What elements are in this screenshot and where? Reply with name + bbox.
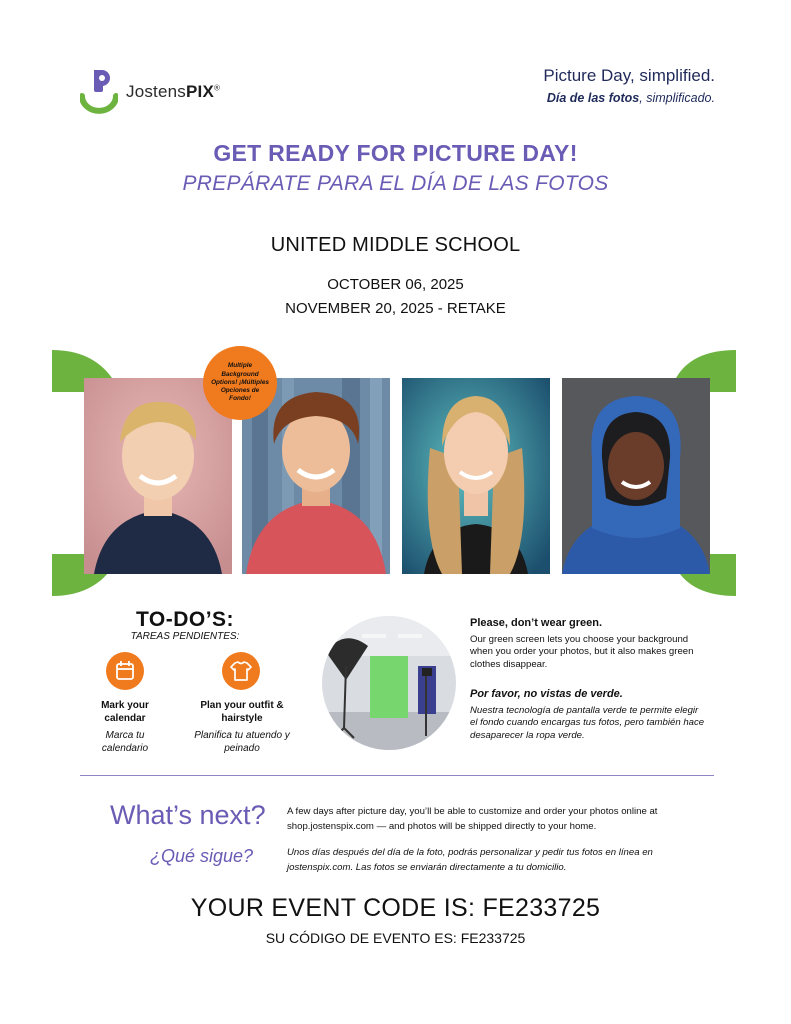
section-divider (80, 775, 714, 776)
todo-item-outfit-label: Plan your outfit & hairstyle (200, 700, 284, 724)
tagline (543, 66, 715, 105)
whats-next-body: A few days after picture day, you’ll be able to customize and order your photos online at shop.jostenspix.com — and photos will be shipped directly to your home. (287, 806, 658, 832)
whats-next-title-es: ¿Qué sigue? (150, 846, 254, 866)
todo-title: TO-DO’S: (135, 608, 235, 631)
logo-wordmark: JostensPIX® (126, 82, 221, 101)
whats-next-title: What’s next? (110, 800, 266, 830)
green-warning-body: Our green screen lets you choose your background when you order your photos, but it also makes green clothes disappear. (470, 634, 694, 670)
event-code-es: SU CÓDIGO DE EVENTO ES: FE233725 (265, 930, 526, 946)
tagline-en: Picture Day, simplified. (543, 66, 715, 85)
jostenspix-logo (80, 68, 270, 120)
todo-item-outfit-label-es: Planifica tu atuendo y peinado (194, 730, 290, 754)
green-warning-heading-es: Por favor, no vistas de verde. (470, 688, 623, 700)
tshirt-icon (222, 652, 260, 690)
green-warning-heading: Please, don’t wear green. (470, 617, 603, 629)
green-screen-studio-photo (322, 616, 456, 750)
tagline-es: Día de las fotos, simplificado. (546, 91, 715, 105)
jostenspix-logo-icon (80, 68, 118, 116)
background-options-badge: Multiple Background Options! ¡Múltiples Opciones de Fondo! (203, 346, 277, 420)
student-photo-3 (402, 378, 550, 574)
page-title-es: PREPÁRATE PARA EL DÍA DE LAS FOTOS (182, 172, 609, 195)
todo-subtitle: TAREAS PENDIENTES: (130, 631, 240, 642)
student-photo-1 (84, 378, 232, 574)
school-name: UNITED MIDDLE SCHOOL (270, 234, 521, 256)
event-code: YOUR EVENT CODE IS: FE233725 (190, 894, 601, 922)
todo-item-calendar-label-es: Marca tu calendario (101, 730, 149, 754)
whats-next-body-es: Unos días después del día de la foto, podrás personalizar y pedir tus fotos en línea en jostenspix.com. Las fotos se enviarán directamente a tu domicilio. (287, 847, 653, 873)
photo-band (52, 350, 736, 596)
picture-date: OCTOBER 06, 2025 (327, 276, 464, 293)
retake-date: NOVEMBER 20, 2025 - RETAKE (285, 300, 506, 317)
todo-item-calendar-label: Mark your calendar (101, 700, 149, 724)
student-photo-4 (562, 378, 710, 574)
green-warning-body-es: Nuestra tecnología de pantalla verde te permite elegir el fondo cuando encargas tus fotos, pero también hace desaparecer la ropa verde. (470, 705, 705, 741)
page-title: GET READY FOR PICTURE DAY! (213, 140, 578, 166)
calendar-icon (106, 652, 144, 690)
